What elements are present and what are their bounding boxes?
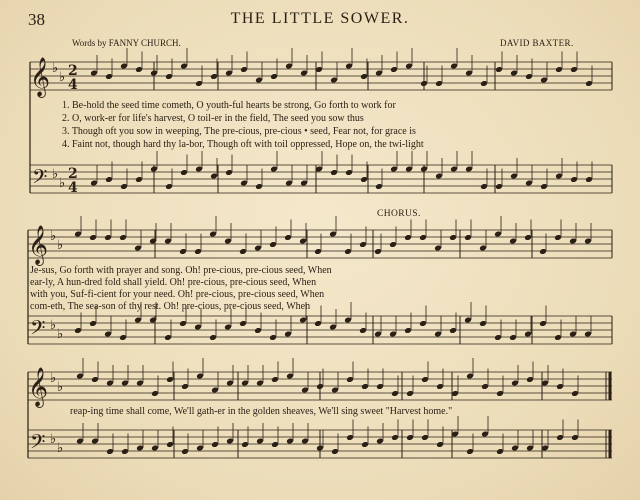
time-signature-top: 2: [68, 63, 78, 79]
flat-sign-icon: ♭: [50, 229, 57, 244]
chorus-line-4: com-eth, The sea-son of thy rest. Oh! pre-cious, pre-cious seed, When: [30, 301, 311, 312]
chorus-line-3: with you, Suf-fi-cient for your need. Oh! pre-cious, pre-cious seed, When: [30, 289, 325, 300]
verse-line-3: 3. Though oft you sow in weeping, The pre-cious, pre-cious • seed, Fear not, for grace is: [62, 126, 416, 137]
chorus-line-2: ear-ly, A hun-dred fold shall yield. Oh! pre-cious, pre-cious seed, When: [30, 277, 317, 288]
treble-clef-icon: 𝄞: [28, 367, 49, 407]
bass-clef-icon: 𝄢: [32, 165, 48, 193]
flat-sign-icon: ♭: [52, 167, 59, 182]
flat-sign-icon: ♭: [50, 432, 57, 447]
chorus-line-1: Je-sus, Go forth with prayer and song. Oh! pre-cious, pre-cious seed, When: [30, 265, 332, 276]
flat-sign-icon: ♭: [59, 70, 66, 85]
flat-sign-icon: ♭: [59, 176, 66, 191]
bass-clef-icon: 𝄢: [30, 316, 46, 344]
treble-clef-icon: 𝄞: [28, 225, 49, 265]
bass-clef-icon: 𝄢: [30, 430, 46, 458]
song-title: THE LITTLE SOWER.: [230, 10, 410, 27]
flat-sign-icon: ♭: [57, 327, 64, 342]
flat-sign-icon: ♭: [52, 61, 59, 76]
flat-sign-icon: ♭: [57, 441, 64, 456]
verse-line-1: 1. Be-hold the seed time cometh, O youth-ful hearts be strong, Go forth to work for: [62, 100, 396, 111]
time-signature-bottom: 4: [68, 180, 78, 196]
flat-sign-icon: ♭: [57, 238, 64, 253]
verse-line-4: 4. Faint not, though hard thy la-bor, Though oft with toil oppressed, Hope on, the twi-light: [62, 139, 424, 150]
composer-credit: DAVID BAXTER.: [500, 38, 574, 48]
time-signature-top: 2: [68, 166, 78, 182]
page-number: 38: [28, 10, 45, 29]
treble-clef-icon: 𝄞: [30, 57, 51, 97]
time-signature-bottom: 4: [68, 77, 78, 93]
final-lyric-line: reap-ing time shall come, We'll gath-er in the golden sheaves, We'll sing sweet "Harvest home.": [70, 406, 453, 417]
flat-sign-icon: ♭: [50, 371, 57, 386]
chorus-label: CHORUS.: [377, 209, 421, 219]
flat-sign-icon: ♭: [57, 380, 64, 395]
flat-sign-icon: ♭: [50, 318, 57, 333]
verse-line-2: 2. O, work-er for life's harvest, O toil-er in the field, The seed you sow thus: [62, 113, 364, 124]
lyricist-credit: Words by FANNY CHURCH.: [72, 38, 181, 48]
